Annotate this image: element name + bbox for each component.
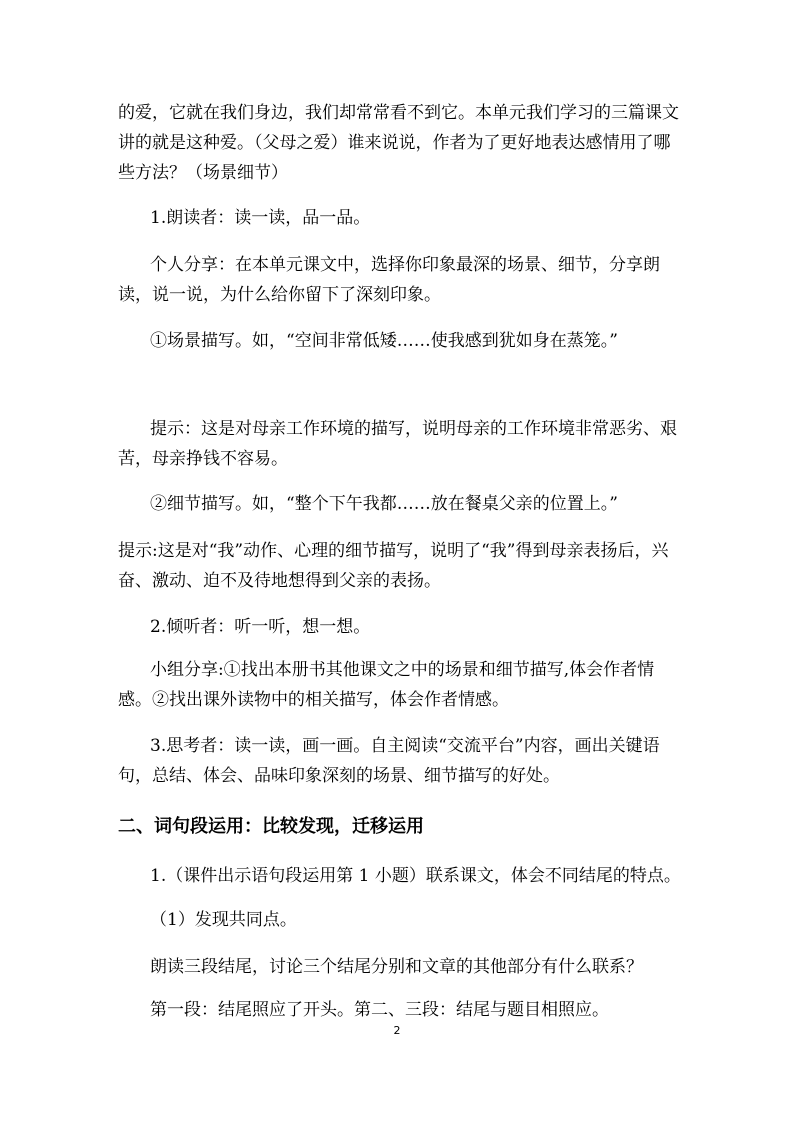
page-number: 2 [393, 1024, 401, 1037]
section-heading: 二、词句段运用：比较发现，迁移运用 [118, 816, 424, 837]
paragraph-hint-scene: 提示：这是对母亲工作环境的描写，说明母亲的工作环境非常恶劣、艰苦，母亲挣钱不容易。 [118, 419, 677, 469]
paragraph-listener-step: 2.倾听者：听一听，想一想。 [150, 617, 371, 637]
paragraph-intro: 的爱，它就在我们身边，我们却常常看不到它。本单元我们学习的三篇课文讲的就是这种爱。（父母之爱）谁来说说，作者为了更好地表达感情用了哪些方法？（场景细节） [118, 103, 679, 183]
paragraph-ending-answer: 第一段：结尾照应了开头。第二、三段：结尾与题目相照应。 [150, 1000, 609, 1020]
paragraph-group-share: 小组分享:①找出本册书其他课文之中的场景和细节描写,体会作者情感。②找出课外读物中的相关描写，体会作者情感。 [118, 660, 655, 710]
paragraph-hint-detail: 提示:这是对“我”动作、心理的细节描写，说明了“我”得到母亲表扬后，兴奋、激动、迫不及待地想得到父亲的表扬。 [118, 541, 669, 591]
paragraph-scene-description: ①场景描写。如，“空间非常低矮……使我感到犹如身在蒸笼。” [150, 331, 618, 351]
paragraph-personal-share: 个人分享：在本单元课文中，选择你印象最深的场景、细节，分享朗读，说一说，为什么给你留下了深刻印象。 [118, 255, 660, 305]
paragraph-find-common: （1）发现共同点。 [150, 910, 297, 930]
paragraph-detail-description: ②细节描写。如，“整个下午我都……放在餐桌父亲的位置上。” [150, 494, 618, 514]
paragraph-reader-step: 1.朗读者：读一读，品一品。 [150, 208, 371, 228]
paragraph-read-endings: 朗读三段结尾，讨论三个结尾分别和文章的其他部分有什么联系？ [150, 957, 643, 977]
paragraph-thinker-step: 3.思考者：读一读，画一画。自主阅读“交流平台”内容，画出关键语句，总结、体会、品味印象深刻的场景、细节描写的好处。 [118, 736, 660, 786]
paragraph-exercise-one: 1.（课件出示语句段运用第 1 小题）联系课文，体会不同结尾的特点。 [150, 866, 681, 886]
